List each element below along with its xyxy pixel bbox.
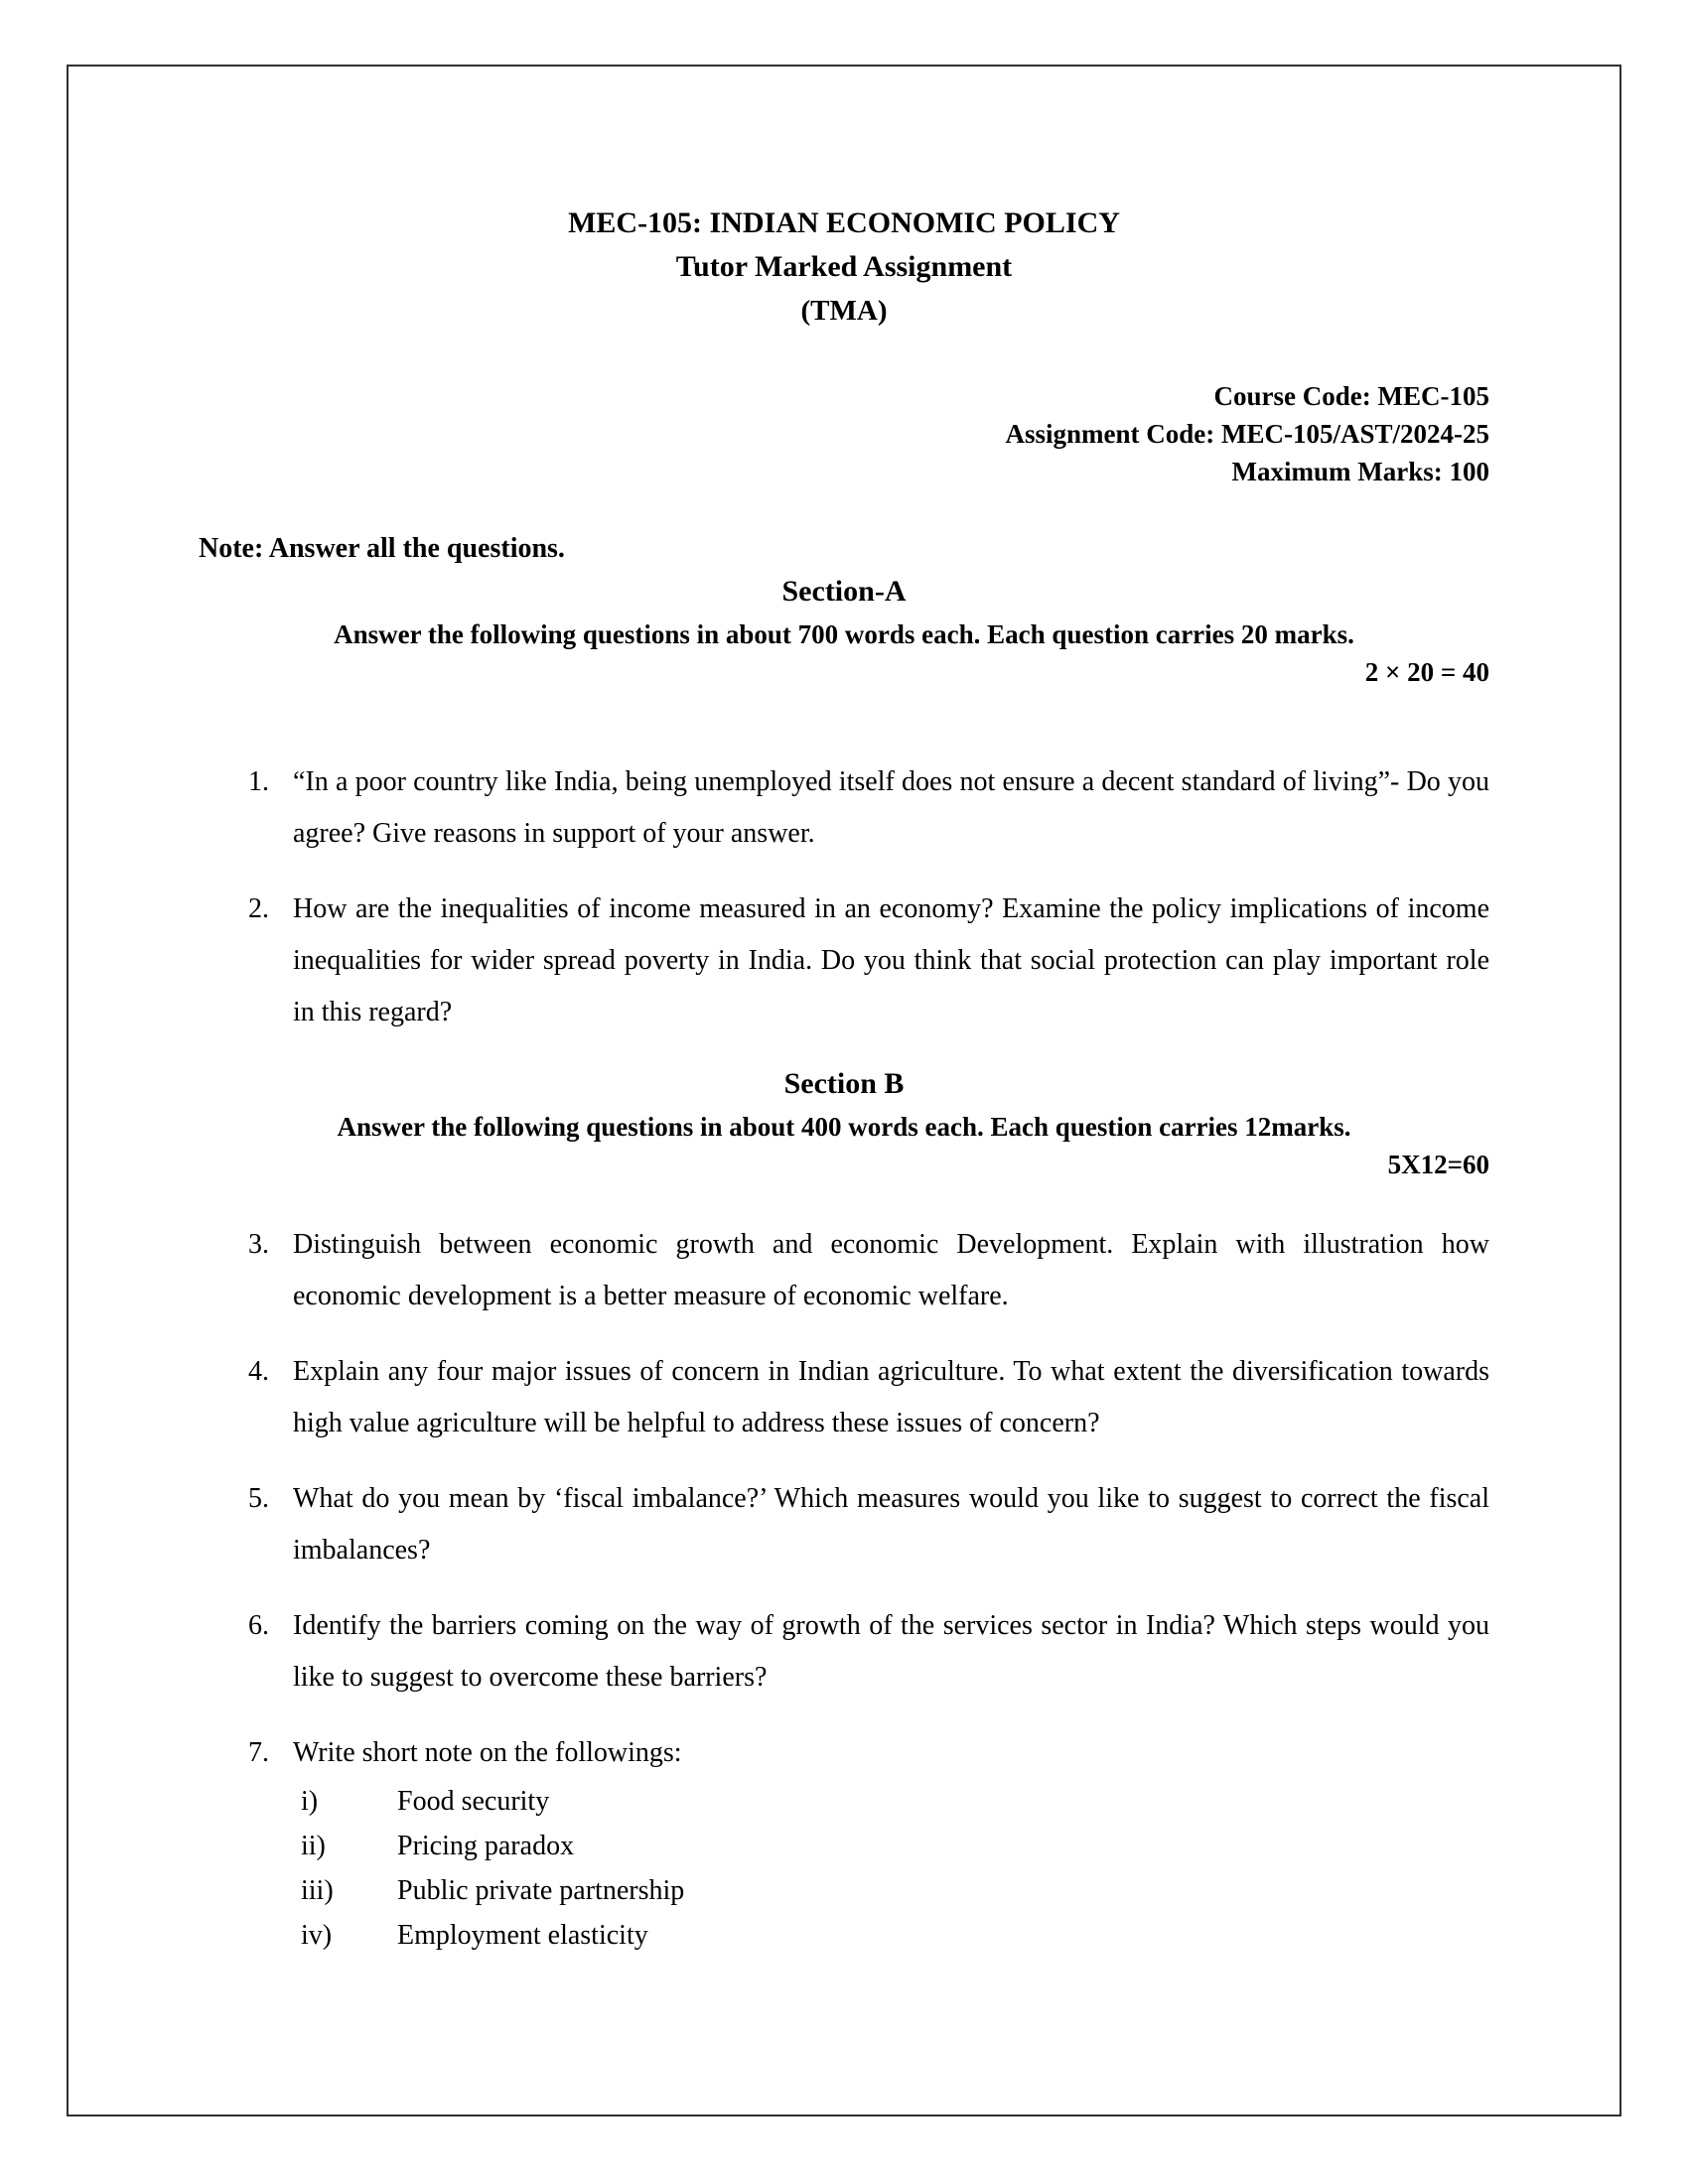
- subitem-text: Food security: [397, 1786, 550, 1817]
- question-text: How are the inequalities of income measured in an economy? Examine the policy implications of income inequalities for wider spread poverty in India. Do you think that social protection can play important role in this regard?: [293, 893, 1489, 1027]
- section-a-instruction: Answer the following questions in about 700 words each. Each question carries 20 marks.: [334, 619, 1354, 649]
- assignment-code: Assignment Code: MEC-105/AST/2024-25: [1005, 419, 1489, 449]
- question-text: Explain any four major issues of concern in Indian agriculture. To what extent the diversification towards high value agriculture will be helpful to address these issues of concern?: [293, 1356, 1489, 1438]
- section-a-questions: [67, 756, 1621, 1038]
- section-b-instruction: Answer the following questions in about 400 words each. Each question carries 12marks.: [337, 1112, 1351, 1142]
- document-header: [67, 202, 1621, 333]
- subitem-number: iii): [301, 1875, 334, 1906]
- question-number: 2.: [248, 893, 269, 924]
- note-line: Note: Answer all the questions.: [199, 533, 565, 564]
- subitem-text: Employment elasticity: [397, 1920, 648, 1951]
- subitem-ii: [67, 1824, 1621, 1868]
- question-1: [67, 756, 1621, 860]
- section-a-heading: Section-A: [781, 575, 907, 608]
- question-2: [67, 884, 1621, 1038]
- question-number: 5.: [248, 1483, 269, 1514]
- subitem-iii: [67, 1868, 1621, 1913]
- question-7-subitems: [67, 1779, 1621, 1958]
- question-number: 4.: [248, 1356, 269, 1387]
- question-5: [67, 1473, 1621, 1576]
- subitem-number: ii): [301, 1831, 326, 1861]
- question-text: Distinguish between economic growth and economic Development. Explain with illustration how economic development is a better measure of economic welfare.: [293, 1229, 1489, 1311]
- section-b-heading: Section B: [783, 1067, 905, 1100]
- maximum-marks: Maximum Marks: 100: [1231, 457, 1489, 486]
- assignment-title: Tutor Marked Assignment: [675, 250, 1013, 283]
- question-7: [67, 1727, 1621, 1779]
- section-a-marks: 2 × 20 = 40: [1364, 657, 1489, 687]
- assignment-abbreviation: (TMA): [800, 295, 888, 327]
- course-code: Course Code: MEC-105: [1213, 381, 1489, 411]
- section-b-marks: 5X12=60: [1387, 1150, 1489, 1179]
- subitem-number: i): [301, 1786, 319, 1817]
- course-title: MEC-105: INDIAN ECONOMIC POLICY: [568, 206, 1120, 239]
- question-number: 6.: [248, 1610, 269, 1641]
- question-number: 3.: [248, 1229, 269, 1260]
- question-number: 1.: [248, 766, 269, 797]
- subitem-text: Public private partnership: [397, 1875, 685, 1906]
- codes-block: [67, 377, 1621, 490]
- section-b-questions: [67, 1219, 1621, 1958]
- question-3: [67, 1219, 1621, 1322]
- question-text: Write short note on the followings:: [293, 1737, 682, 1768]
- subitem-iv: [67, 1913, 1621, 1958]
- question-6: [67, 1600, 1621, 1704]
- question-4: [67, 1346, 1621, 1449]
- question-text: Identify the barriers coming on the way of growth of the services sector in India? Which steps would you like to suggest to overcome these barriers?: [293, 1610, 1489, 1693]
- subitem-i: [67, 1779, 1621, 1824]
- subitem-number: iv): [301, 1920, 333, 1951]
- document-content: [67, 65, 1621, 1958]
- subitem-text: Pricing paradox: [397, 1831, 575, 1861]
- question-number: 7.: [248, 1737, 269, 1768]
- question-text: What do you mean by ‘fiscal imbalance?’ Which measures would you like to suggest to correct the fiscal imbalances?: [293, 1483, 1489, 1566]
- question-text: “In a poor country like India, being unemployed itself does not ensure a decent standard of living”- Do you agree? Give reasons in support of your answer.: [293, 766, 1489, 849]
